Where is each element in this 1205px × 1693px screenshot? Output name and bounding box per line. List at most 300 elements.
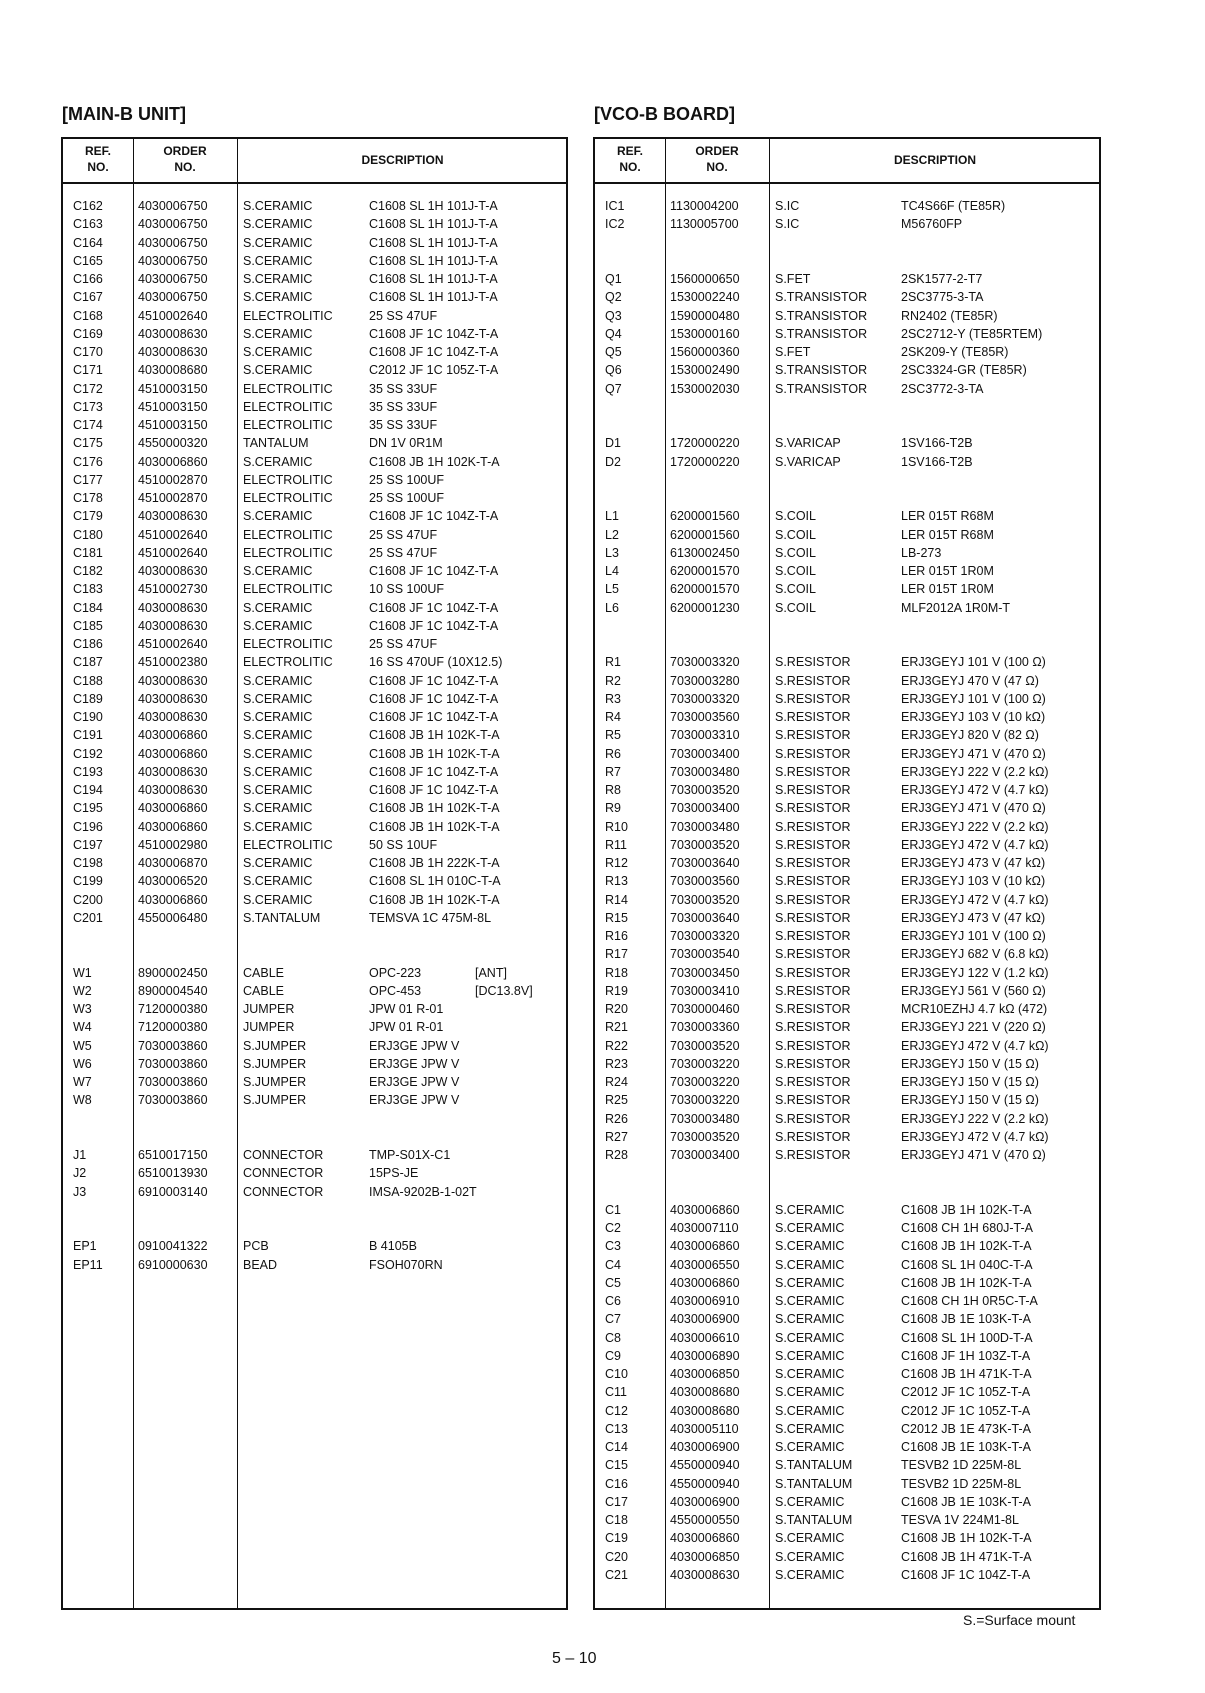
ref-cell: J3: [73, 1184, 87, 1199]
table-row: [63, 562, 566, 580]
spec-cell: MLF2012A 1R0M-T: [901, 600, 1011, 615]
ref-cell: R26: [605, 1111, 628, 1126]
order-cell: 7030003400: [670, 746, 740, 761]
type-cell: S.CERAMIC: [243, 363, 313, 378]
type-cell: S.FET: [775, 272, 811, 286]
type-cell: S.RESISTOR: [775, 801, 851, 816]
type-cell: S.RESISTOR: [775, 728, 851, 743]
ref-cell: C164: [73, 235, 103, 250]
ref-cell: R25: [605, 1093, 628, 1108]
ref-header-line2: NO.: [619, 160, 641, 174]
order-cell: 8900002450: [138, 965, 208, 980]
spec-cell: RN2402 (TE85R): [901, 308, 998, 323]
type-cell: S.RESISTOR: [775, 655, 851, 670]
spec-cell: C1608 JB 1H 102K-T-A: [901, 1531, 1032, 1546]
table-row: [63, 1237, 566, 1255]
table-row: [63, 471, 566, 489]
page-number: 5 – 10: [552, 1650, 597, 1667]
spec-cell: 1SV166-T2B: [901, 454, 973, 469]
spec-cell: C1608 CH 1H 680J-T-A: [901, 1221, 1034, 1235]
spec-cell: 16 SS 470UF (10X12.5): [369, 655, 503, 670]
ref-cell: C10: [605, 1367, 628, 1381]
order-cell: 7030003400: [670, 1148, 740, 1162]
spec-cell: TEMSVA 1C 475M-8L: [369, 910, 492, 925]
order-cell: 4030006900: [670, 1494, 740, 1509]
type-cell: ELECTROLITIC: [243, 545, 333, 560]
type-cell: S.CERAMIC: [243, 235, 313, 250]
order-cell: 4030008630: [138, 345, 208, 359]
table-row: [595, 1383, 1099, 1401]
ref-cell: C17: [605, 1494, 628, 1509]
spec-cell: 1SV166-T2B: [901, 436, 973, 451]
order-cell: 7120000380: [138, 1002, 208, 1016]
type-cell: S.CERAMIC: [775, 1294, 845, 1308]
ref-cell: R22: [605, 1038, 628, 1053]
type-cell: S.CERAMIC: [243, 509, 313, 524]
table-row: [595, 653, 1099, 671]
table-row: [63, 1055, 566, 1073]
ref-cell: C172: [73, 381, 103, 396]
order-cell: 7030003480: [670, 819, 740, 834]
order-cell: 4510002380: [138, 655, 208, 670]
ref-cell: C163: [73, 217, 103, 232]
spec-cell: FSOH070RN: [369, 1257, 443, 1272]
spec-cell: 25 SS 47UF: [369, 545, 438, 560]
spec-cell: ERJ3GEYJ 471 V (470 Ω): [901, 1148, 1046, 1162]
order-cell: 1530002030: [670, 381, 740, 396]
spec-cell: C1608 JF 1C 104Z-T-A: [369, 673, 499, 688]
table-row: [63, 215, 566, 233]
ref-cell: C175: [73, 436, 103, 451]
type-cell: S.CERAMIC: [775, 1275, 845, 1290]
table-row: [63, 526, 566, 544]
order-cell: 4030008630: [138, 673, 208, 688]
order-cell: 7030003860: [138, 1056, 208, 1071]
order-cell: 4030008630: [138, 783, 208, 797]
table-row: [595, 1529, 1099, 1547]
table-row: [63, 763, 566, 781]
type-cell: JUMPER: [243, 1020, 295, 1035]
type-cell: S.RESISTOR: [775, 764, 851, 779]
type-cell: S.CERAMIC: [243, 217, 313, 232]
order-cell: 7030003640: [670, 856, 740, 870]
table-row: [595, 1091, 1099, 1109]
ref-cell: C171: [73, 363, 103, 378]
ref-cell: Q2: [605, 290, 622, 305]
table-row: [595, 252, 1099, 270]
order-cell: 4030006750: [138, 217, 208, 232]
spec-cell: TESVA 1V 224M1-8L: [901, 1513, 1019, 1527]
type-cell: S.JUMPER: [243, 1093, 307, 1108]
type-cell: S.CERAMIC: [243, 618, 313, 633]
type-cell: S.CERAMIC: [243, 892, 313, 907]
table-row: [63, 252, 566, 270]
order-cell: 4550000940: [670, 1476, 740, 1491]
spec-cell: C1608 JF 1C 104Z-T-A: [901, 1567, 1031, 1582]
order-cell: 4030006910: [670, 1294, 740, 1308]
spec-cell: C1608 JF 1C 104Z-T-A: [369, 710, 499, 724]
type-cell: S.CERAMIC: [775, 1221, 845, 1235]
table-row: [63, 872, 566, 890]
table-row: [63, 398, 566, 416]
ref-header-line2: NO.: [87, 160, 109, 174]
order-cell: 1130004200: [670, 199, 739, 213]
spec-cell: ERJ3GEYJ 222 V (2.2 kΩ): [901, 819, 1049, 834]
spec-cell: C1608 CH 1H 0R5C-T-A: [901, 1294, 1038, 1308]
order-cell: 7030003520: [670, 837, 740, 852]
table-row: [63, 1164, 566, 1182]
type-cell: S.RESISTOR: [775, 874, 851, 889]
table-row: [595, 325, 1099, 343]
spec-cell: ERJ3GE JPW V: [369, 1093, 460, 1108]
ref-cell: C188: [73, 673, 103, 688]
type-cell: S.RESISTOR: [775, 856, 851, 870]
spec-cell: 50 SS 10UF: [369, 837, 438, 852]
ref-cell: C162: [73, 199, 103, 213]
spec-cell: 2SC3772-3-TA: [901, 381, 984, 396]
spec-cell: C2012 JB 1E 473K-T-A: [901, 1421, 1031, 1436]
type-cell: CABLE: [243, 983, 284, 998]
ref-cell: C166: [73, 272, 103, 286]
ref-cell: Q3: [605, 308, 622, 323]
table-row: [595, 708, 1099, 726]
table-row: [595, 836, 1099, 854]
order-cell: 7030003320: [670, 929, 740, 943]
type-cell: S.COIL: [775, 509, 816, 524]
spec-cell: ERJ3GEYJ 222 V (2.2 kΩ): [901, 764, 1049, 779]
order-cell: 6910003140: [138, 1184, 208, 1199]
ref-header-line1: REF.: [616, 144, 643, 158]
spec-cell: TESVB2 1D 225M-8L: [901, 1476, 1022, 1491]
order-cell: 4030006860: [670, 1275, 740, 1290]
order-cell: 7030003860: [138, 1093, 208, 1108]
ref-cell: C11: [605, 1385, 628, 1400]
order-cell: 4550000940: [670, 1458, 740, 1473]
order-cell: 4510002980: [138, 837, 208, 852]
ref-cell: R19: [605, 983, 628, 998]
table-row: [595, 1146, 1099, 1164]
order-cell: 4030006750: [138, 290, 208, 305]
table-row: [595, 1128, 1099, 1146]
ref-cell: C186: [73, 637, 103, 651]
ref-cell: R24: [605, 1075, 628, 1089]
table-row: [595, 1037, 1099, 1055]
spec-cell: C1608 JB 1E 103K-T-A: [901, 1494, 1031, 1509]
type-cell: S.JUMPER: [243, 1075, 307, 1089]
spec-cell: C1608 SL 1H 101J-T-A: [369, 290, 498, 305]
order-cell: 7030003310: [670, 728, 740, 743]
order-cell: 4030008630: [138, 764, 208, 779]
ref-cell: W8: [73, 1093, 92, 1108]
ref-cell: C197: [73, 837, 103, 852]
spec-cell: B 4105B: [369, 1239, 417, 1254]
order-cell: 7030003480: [670, 764, 740, 779]
type-cell: S.CERAMIC: [243, 673, 313, 688]
spec-cell: JPW 01 R-01: [369, 1020, 444, 1035]
order-cell: 4030006750: [138, 272, 208, 286]
order-cell: 4030006900: [670, 1312, 740, 1327]
table-row: [595, 1274, 1099, 1292]
ref-cell: J2: [73, 1166, 87, 1181]
type-cell: S.CERAMIC: [775, 1367, 845, 1381]
table-row: [595, 781, 1099, 799]
type-cell: S.COIL: [775, 564, 816, 578]
ref-cell: L2: [605, 527, 619, 542]
order-cell: 4030006900: [670, 1440, 740, 1454]
table-header: [63, 139, 566, 184]
order-cell: 4030007110: [670, 1221, 739, 1235]
type-cell: S.CERAMIC: [243, 801, 313, 816]
spec-cell: C1608 JB 1H 102K-T-A: [369, 801, 500, 816]
spec-cell: ERJ3GEYJ 101 V (100 Ω): [901, 691, 1046, 706]
ref-cell: C3: [605, 1239, 621, 1254]
spec-cell: LB-273: [901, 545, 942, 560]
table-row: [595, 945, 1099, 963]
type-cell: S.RESISTOR: [775, 947, 851, 962]
spec-cell: ERJ3GEYJ 472 V (4.7 kΩ): [901, 1129, 1049, 1144]
ref-cell: C185: [73, 618, 103, 633]
note-cell: [DC13.8V]: [475, 983, 533, 998]
ref-cell: W3: [73, 1002, 92, 1016]
ref-cell: C6: [605, 1294, 621, 1308]
type-cell: S.COIL: [775, 527, 816, 542]
table-row: [595, 580, 1099, 598]
order-header: [665, 143, 769, 175]
type-cell: ELECTROLITIC: [243, 308, 333, 323]
table-row: [63, 708, 566, 726]
ref-cell: C168: [73, 308, 103, 323]
type-cell: S.COIL: [775, 600, 816, 615]
order-cell: 7030003860: [138, 1075, 208, 1089]
table-row: [63, 343, 566, 361]
table-row: [595, 1018, 1099, 1036]
ref-cell: L5: [605, 582, 619, 597]
spec-cell: 25 SS 47UF: [369, 637, 438, 651]
ref-cell: C9: [605, 1348, 621, 1363]
type-cell: S.CERAMIC: [243, 856, 313, 870]
spec-cell: C1608 JF 1C 104Z-T-A: [369, 691, 499, 706]
type-cell: ELECTROLITIC: [243, 527, 333, 542]
ref-cell: C173: [73, 399, 103, 414]
ref-cell: C169: [73, 326, 103, 341]
ref-cell: C199: [73, 874, 103, 889]
type-cell: S.CERAMIC: [775, 1385, 845, 1400]
section-title-main-b: [MAIN-B UNIT]: [62, 104, 186, 124]
order-cell: 4030005110: [670, 1421, 739, 1436]
order-cell: 6200001230: [670, 600, 740, 615]
table-row: [595, 288, 1099, 306]
type-cell: S.RESISTOR: [775, 929, 851, 943]
type-cell: S.CERAMIC: [775, 1330, 845, 1345]
table-row: [63, 745, 566, 763]
ref-cell: R5: [605, 728, 621, 743]
spec-cell: ERJ3GE JPW V: [369, 1038, 460, 1053]
table-row: [595, 1456, 1099, 1474]
ref-cell: R14: [605, 892, 628, 907]
ref-cell: C18: [605, 1513, 628, 1527]
ref-cell: IC1: [605, 199, 625, 213]
order-cell: 4510003150: [138, 381, 208, 396]
order-cell: 7030003400: [670, 801, 740, 816]
spec-cell: C1608 JB 1H 471K-T-A: [901, 1367, 1032, 1381]
type-cell: CABLE: [243, 965, 284, 980]
order-cell: 6510013930: [138, 1166, 208, 1181]
order-cell: 1720000220: [670, 436, 740, 451]
table-row: [595, 507, 1099, 525]
order-cell: 4030008630: [138, 326, 208, 341]
ref-cell: Q1: [605, 272, 622, 286]
type-cell: TANTALUM: [243, 436, 309, 451]
ref-cell: C5: [605, 1275, 621, 1290]
order-cell: 4510003150: [138, 399, 208, 414]
ref-cell: C176: [73, 454, 103, 469]
table-row: [63, 945, 566, 963]
type-cell: S.CERAMIC: [243, 345, 313, 359]
ref-cell: C1: [605, 1202, 621, 1217]
table-row: [595, 380, 1099, 398]
spec-cell: ERJ3GEYJ 471 V (470 Ω): [901, 746, 1046, 761]
ref-cell: Q6: [605, 363, 622, 378]
table-row: [63, 507, 566, 525]
order-cell: 4030008630: [138, 710, 208, 724]
type-cell: S.RESISTOR: [775, 910, 851, 925]
spec-cell: 25 SS 47UF: [369, 527, 438, 542]
spec-cell: C1608 JB 1H 102K-T-A: [369, 728, 500, 743]
ref-header: [63, 143, 133, 175]
table-row: [63, 964, 566, 982]
table-row: [595, 234, 1099, 252]
spec-cell: C1608 SL 1H 101J-T-A: [369, 217, 498, 232]
order-cell: 6200001560: [670, 509, 740, 524]
ref-cell: R23: [605, 1056, 628, 1071]
ref-cell: R4: [605, 710, 621, 724]
type-cell: S.CERAMIC: [243, 600, 313, 615]
spec-cell: C1608 JB 1H 102K-T-A: [369, 819, 500, 834]
ref-cell: C178: [73, 491, 103, 505]
order-cell: 4030006750: [138, 253, 208, 268]
table-row: [63, 1000, 566, 1018]
ref-cell: J1: [73, 1148, 87, 1162]
spec-cell: ERJ3GEYJ 470 V (47 Ω): [901, 673, 1039, 688]
spec-cell: 35 SS 33UF: [369, 418, 438, 432]
ref-cell: EP1: [73, 1239, 97, 1254]
spec-cell: C1608 JF 1C 104Z-T-A: [369, 509, 499, 524]
spec-cell: C1608 JB 1H 102K-T-A: [369, 454, 500, 469]
spec-cell: ERJ3GEYJ 221 V (220 Ω): [901, 1020, 1046, 1035]
order-cell: 4030006860: [138, 801, 208, 816]
type-cell: S.RESISTOR: [775, 1148, 851, 1162]
spec-cell: C1608 SL 1H 100D-T-A: [901, 1330, 1033, 1345]
order-cell: 4550000550: [670, 1513, 740, 1527]
table-row: [595, 1310, 1099, 1328]
order-cell: 4030008630: [670, 1567, 740, 1582]
spec-cell: C1608 JF 1C 104Z-T-A: [369, 564, 499, 578]
ref-cell: C167: [73, 290, 103, 305]
type-cell: S.CERAMIC: [243, 783, 313, 797]
order-cell: 4030006750: [138, 199, 208, 213]
type-cell: S.CERAMIC: [243, 326, 313, 341]
spec-cell: ERJ3GEYJ 150 V (15 Ω): [901, 1075, 1039, 1089]
order-cell: 6910000630: [138, 1257, 208, 1272]
spec-cell: C1608 SL 1H 101J-T-A: [369, 272, 498, 286]
type-cell: CONNECTOR: [243, 1184, 324, 1199]
spec-cell: C2012 JF 1C 105Z-T-A: [901, 1403, 1031, 1418]
spec-cell: MCR10EZHJ 4.7 kΩ (472): [901, 1002, 1048, 1016]
table-row: [63, 690, 566, 708]
table-row: [63, 434, 566, 452]
type-cell: ELECTROLITIC: [243, 399, 333, 414]
order-cell: 4510002640: [138, 637, 208, 651]
table-row: [595, 1475, 1099, 1493]
order-cell: 6200001570: [670, 582, 740, 597]
spec-cell: C1608 JB 1H 102K-T-A: [901, 1202, 1032, 1217]
order-header-line1: ORDER: [163, 144, 207, 158]
ref-cell: C174: [73, 418, 103, 432]
table-row: [595, 343, 1099, 361]
ref-cell: D1: [605, 436, 621, 451]
table-row: [595, 270, 1099, 288]
table-row: [63, 288, 566, 306]
ref-cell: R15: [605, 910, 628, 925]
order-cell: 1130005700: [670, 217, 739, 232]
spec-cell: ERJ3GEYJ 472 V (4.7 kΩ): [901, 892, 1049, 907]
type-cell: BEAD: [243, 1257, 278, 1272]
table-row: [63, 1256, 566, 1274]
table-row: [63, 1201, 566, 1219]
table-row: [595, 763, 1099, 781]
order-cell: 0910041322: [138, 1239, 208, 1254]
order-cell: 4030006860: [670, 1531, 740, 1546]
type-cell: S.COIL: [775, 545, 816, 560]
table-row: [595, 1110, 1099, 1128]
spec-cell: DN 1V 0R1M: [369, 436, 443, 451]
spec-cell: C1608 JF 1C 104Z-T-A: [369, 600, 499, 615]
type-cell: S.RESISTOR: [775, 1129, 851, 1144]
type-cell: S.TRANSISTOR: [775, 308, 868, 323]
type-cell: S.JUMPER: [243, 1056, 307, 1071]
type-cell: S.TANTALUM: [775, 1476, 853, 1491]
order-cell: 4030006750: [138, 235, 208, 250]
ref-cell: R2: [605, 673, 621, 688]
spec-cell: C1608 JF 1H 103Z-T-A: [901, 1348, 1031, 1363]
type-cell: S.CERAMIC: [775, 1567, 845, 1582]
table-row: [595, 927, 1099, 945]
table-row: [595, 1493, 1099, 1511]
type-cell: S.VARICAP: [775, 454, 841, 469]
order-cell: 4030006860: [138, 454, 208, 469]
ref-cell: L6: [605, 600, 619, 615]
type-cell: ELECTROLITIC: [243, 637, 333, 651]
table-row: [63, 325, 566, 343]
ref-cell: C201: [73, 910, 103, 925]
table-row: [595, 215, 1099, 233]
order-cell: 1590000480: [670, 308, 740, 323]
spec-cell: C1608 SL 1H 040C-T-A: [901, 1257, 1033, 1272]
table-row: [63, 453, 566, 471]
order-cell: 1720000220: [670, 454, 740, 469]
ref-cell: W2: [73, 983, 92, 998]
type-cell: ELECTROLITIC: [243, 472, 333, 487]
type-cell: S.RESISTOR: [775, 1075, 851, 1089]
main-b-parts-table: [61, 137, 568, 1610]
type-cell: S.IC: [775, 217, 800, 232]
spec-cell: ERJ3GEYJ 472 V (4.7 kΩ): [901, 783, 1049, 797]
ref-cell: C7: [605, 1312, 621, 1327]
order-cell: 8900004540: [138, 983, 208, 998]
type-cell: S.CERAMIC: [243, 253, 313, 268]
table-row: [63, 854, 566, 872]
spec-cell: 2SC2712-Y (TE85RTEM): [901, 326, 1043, 341]
